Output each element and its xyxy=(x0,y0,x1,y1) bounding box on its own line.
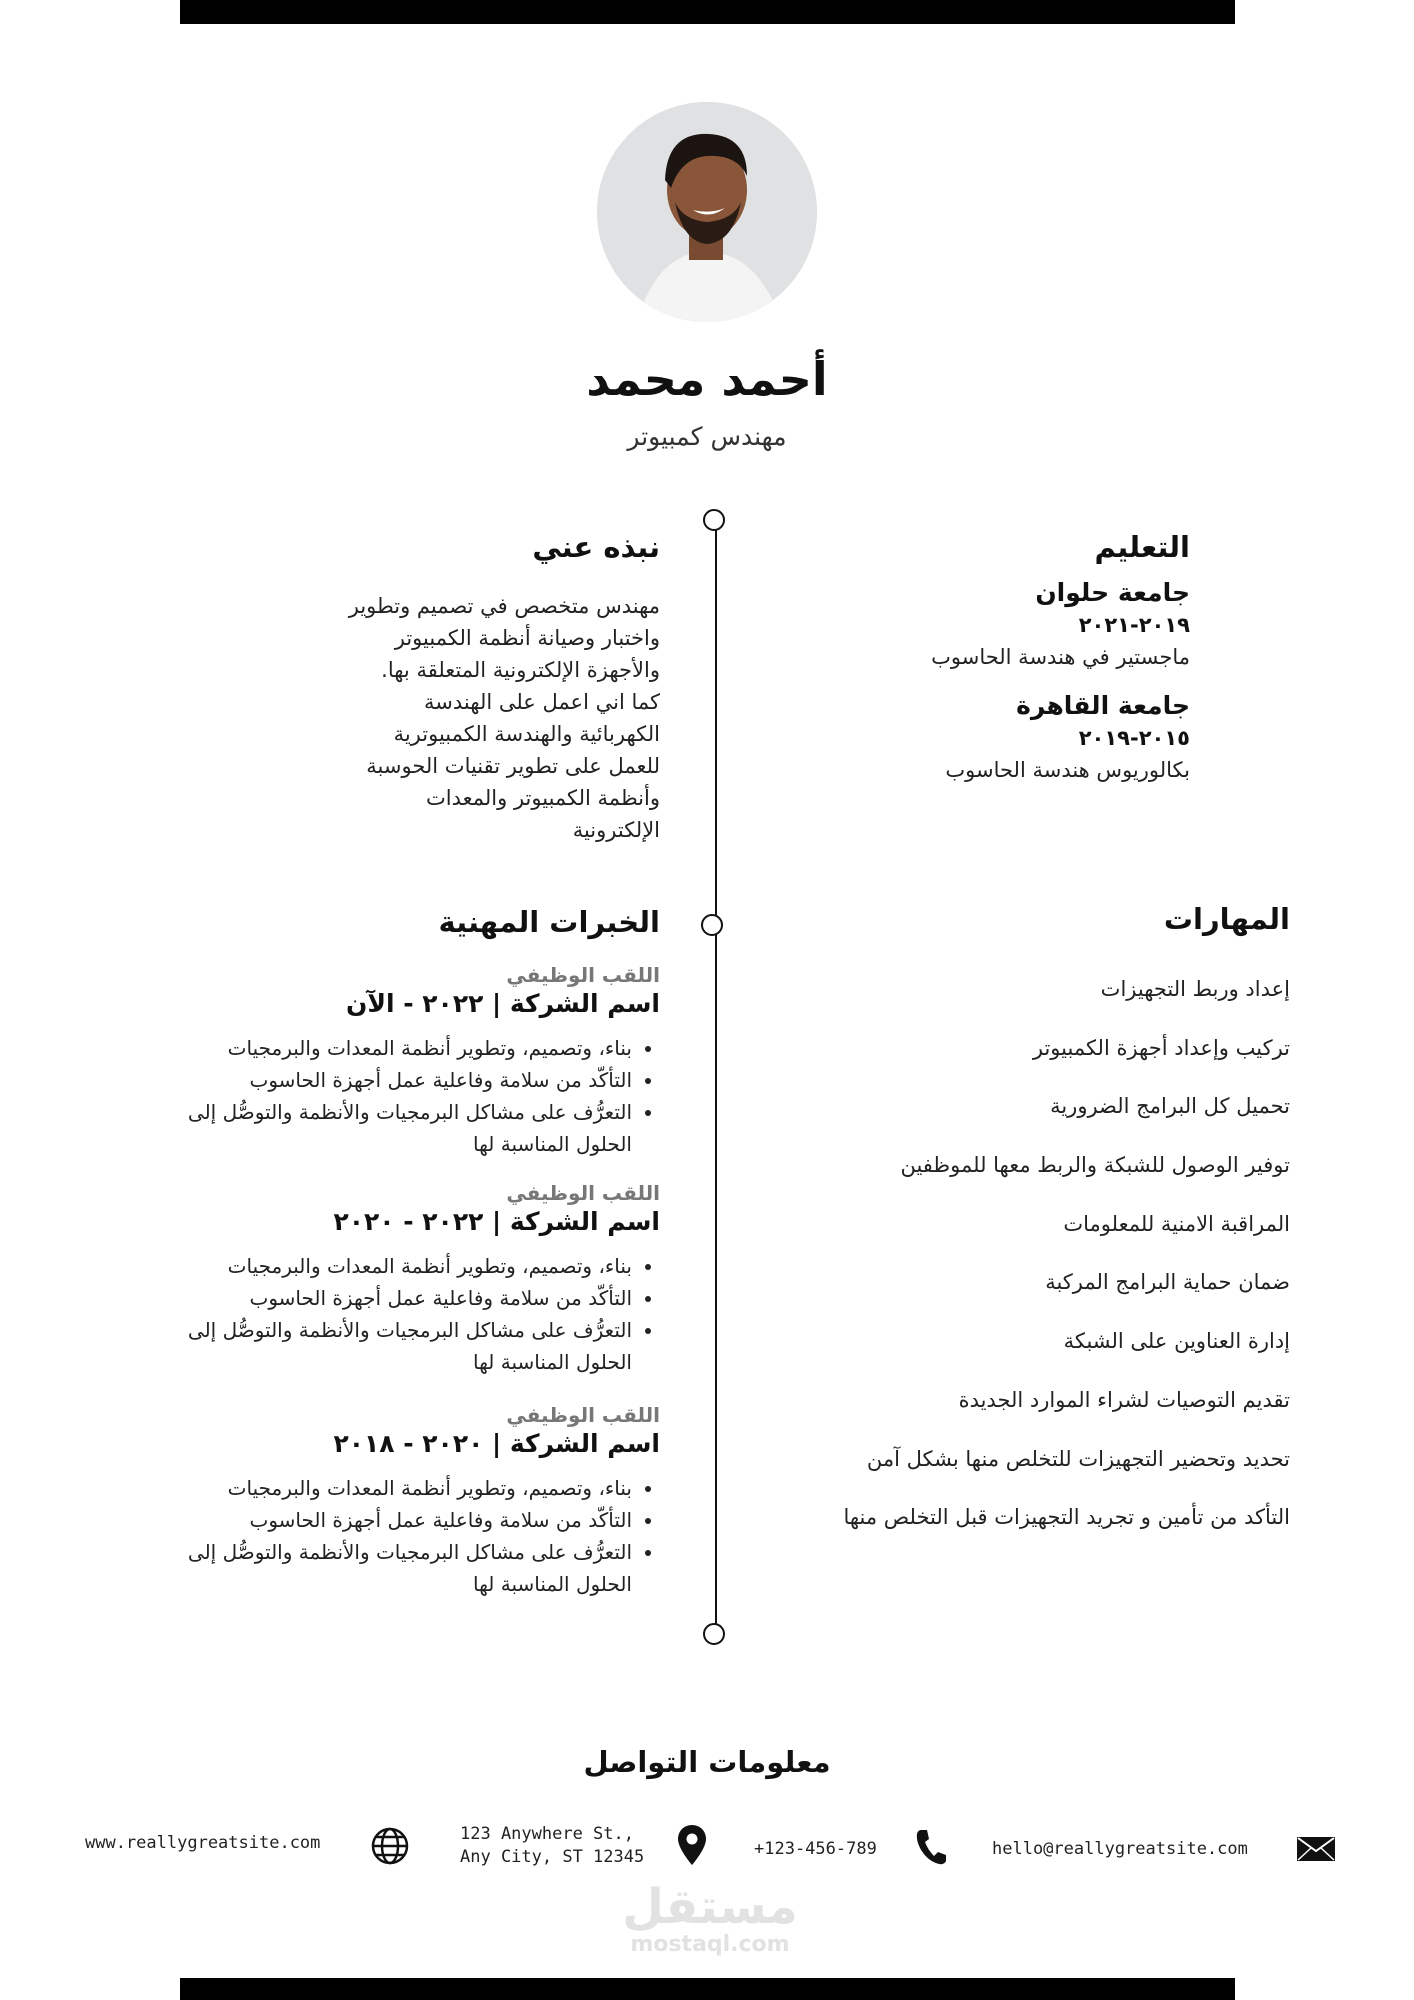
website-text[interactable]: www.reallygreatsite.com xyxy=(85,1833,321,1853)
experience-item xyxy=(140,963,660,1181)
skill-item: التأكد من تأمين و تجريد التجهيزات قبل التخلص منها xyxy=(843,1505,1290,1530)
address-block xyxy=(460,1823,644,1869)
degree-name: ماجستير في هندسة الحاسوب xyxy=(931,645,1190,669)
skills-heading: المهارات xyxy=(1163,902,1290,936)
contact-heading: معلومات التواصل xyxy=(583,1745,831,1779)
about-heading: نبذه عني xyxy=(532,530,660,564)
about-line: الكهربائية والهندسة الكمبيوترية xyxy=(393,722,660,746)
about-line: للعمل على تطوير تقنيات الحوسبة xyxy=(366,754,660,778)
experience-section xyxy=(140,905,660,1600)
skill-item: تركيب وإعداد أجهزة الكمبيوتر xyxy=(1032,1035,1290,1060)
experience-heading: الخبرات المهنية xyxy=(438,905,660,939)
watermark-arabic: مستقل xyxy=(622,1879,798,1935)
timeline-dot-middle xyxy=(701,914,723,936)
timeline-line xyxy=(715,524,717,1638)
education-item xyxy=(770,578,1190,669)
person-title: مهندس كمبيوتر xyxy=(627,422,787,451)
education-item xyxy=(770,691,1190,782)
responsibility-item: • التعرُّف على مشاكل البرمجيات والأنظمة والتوصُّل إلى الحلول المناسبة لها xyxy=(140,1096,632,1160)
university-name: جامعة حلوان xyxy=(1035,578,1190,607)
responsibility-item: • التأكّد من سلامة وفاعلية عمل أجهزة الحاسوب xyxy=(140,1282,632,1314)
responsibility-item: • بناء، وتصميم، وتطوير أنظمة المعدات والبرمجيات xyxy=(140,1250,632,1282)
about-text xyxy=(260,590,660,846)
responsibility-item: • بناء، وتصميم، وتطوير أنظمة المعدات والبرمجيات xyxy=(140,1032,632,1064)
company-and-dates: اسم الشركة | ٢٠٢٠ - ٢٠١٨ xyxy=(333,1429,660,1458)
watermark xyxy=(560,1879,860,1958)
skill-item: المراقبة الامنية للمعلومات xyxy=(1063,1211,1290,1236)
about-section xyxy=(260,530,660,846)
about-line: وأنظمة الكمبيوتر والمعدات xyxy=(426,786,660,810)
responsibility-item: • التأكّد من سلامة وفاعلية عمل أجهزة الحاسوب xyxy=(140,1064,632,1096)
avatar xyxy=(597,102,817,322)
email-text[interactable]: hello@reallygreatsite.com xyxy=(992,1839,1248,1859)
timeline-dot-top xyxy=(703,509,725,531)
skill-item: ضمان حماية البرامج المركبة xyxy=(1045,1270,1290,1295)
timeline-dot-bottom xyxy=(703,1623,725,1645)
about-line: والأجهزة الإلكترونية المتعلقة بها. xyxy=(381,658,660,682)
education-section xyxy=(770,530,1190,782)
profile-photo xyxy=(597,102,817,322)
skill-item: توفير الوصول للشبكة والربط معها للموظفين xyxy=(900,1153,1290,1178)
responsibilities-list xyxy=(140,1250,660,1378)
envelope-icon xyxy=(1296,1836,1336,1866)
phone-icon xyxy=(914,1828,948,1870)
address-line-1: 123 Anywhere St., xyxy=(460,1824,634,1844)
about-line: مهندس متخصص في تصميم وتطوير xyxy=(348,594,660,618)
job-title: اللقب الوظيفي xyxy=(506,1181,660,1205)
phone-text[interactable]: +123-456-789 xyxy=(754,1839,877,1859)
person-name: أحمد محمد xyxy=(586,352,828,406)
location-pin-icon xyxy=(677,1824,707,1870)
responsibility-item: • بناء، وتصميم، وتطوير أنظمة المعدات والبرمجيات xyxy=(140,1472,632,1504)
skill-item: إدارة العناوين على الشبكة xyxy=(1063,1329,1290,1354)
company-and-dates: اسم الشركة | ٢٠٢٢ - الآن xyxy=(345,989,660,1018)
globe-icon xyxy=(370,1826,410,1870)
responsibility-item: • التعرُّف على مشاكل البرمجيات والأنظمة والتوصُّل إلى الحلول المناسبة لها xyxy=(140,1536,632,1600)
company-and-dates: اسم الشركة | ٢٠٢٢ - ٢٠٢٠ xyxy=(333,1207,660,1236)
about-line: كما اني اعمل على الهندسة xyxy=(424,690,660,714)
about-line: واختبار وصيانة أنظمة الكمبيوتر xyxy=(394,626,660,650)
skills-list xyxy=(770,974,1290,1561)
responsibility-item: • التعرُّف على مشاكل البرمجيات والأنظمة والتوصُّل إلى الحلول المناسبة لها xyxy=(140,1314,632,1378)
university-name: جامعة القاهرة xyxy=(1016,691,1190,720)
about-line: الإلكترونية xyxy=(572,818,660,842)
experience-item xyxy=(140,1403,660,1600)
job-title: اللقب الوظيفي xyxy=(506,963,660,987)
education-heading: التعليم xyxy=(1094,530,1190,564)
responsibility-item: • التأكّد من سلامة وفاعلية عمل أجهزة الحاسوب xyxy=(140,1504,632,1536)
skill-item: تقديم التوصيات لشراء الموارد الجديدة xyxy=(958,1387,1290,1412)
skill-item: إعداد وربط التجهيزات xyxy=(1100,977,1290,1001)
degree-name: بكالوريوس هندسة الحاسوب xyxy=(945,758,1190,782)
address-line-2: Any City, ST 12345 xyxy=(460,1847,645,1867)
responsibilities-list xyxy=(140,1472,660,1600)
experience-item xyxy=(140,1181,660,1403)
skill-item: تحديد وتحضير التجهيزات للتخلص منها بشكل آمن xyxy=(866,1446,1290,1471)
education-years: ٢٠١٩-٢٠٢١ xyxy=(1078,613,1190,637)
bottom-bar xyxy=(180,1978,1235,2000)
responsibilities-list xyxy=(140,1032,660,1160)
skills-section xyxy=(770,902,1290,1561)
top-bar xyxy=(180,0,1235,24)
watermark-latin: mostaql.com xyxy=(630,1932,790,1957)
job-title: اللقب الوظيفي xyxy=(506,1403,660,1427)
skill-item: تحميل كل البرامج الضرورية xyxy=(1050,1094,1290,1119)
education-years: ٢٠١٥-٢٠١٩ xyxy=(1078,726,1190,750)
